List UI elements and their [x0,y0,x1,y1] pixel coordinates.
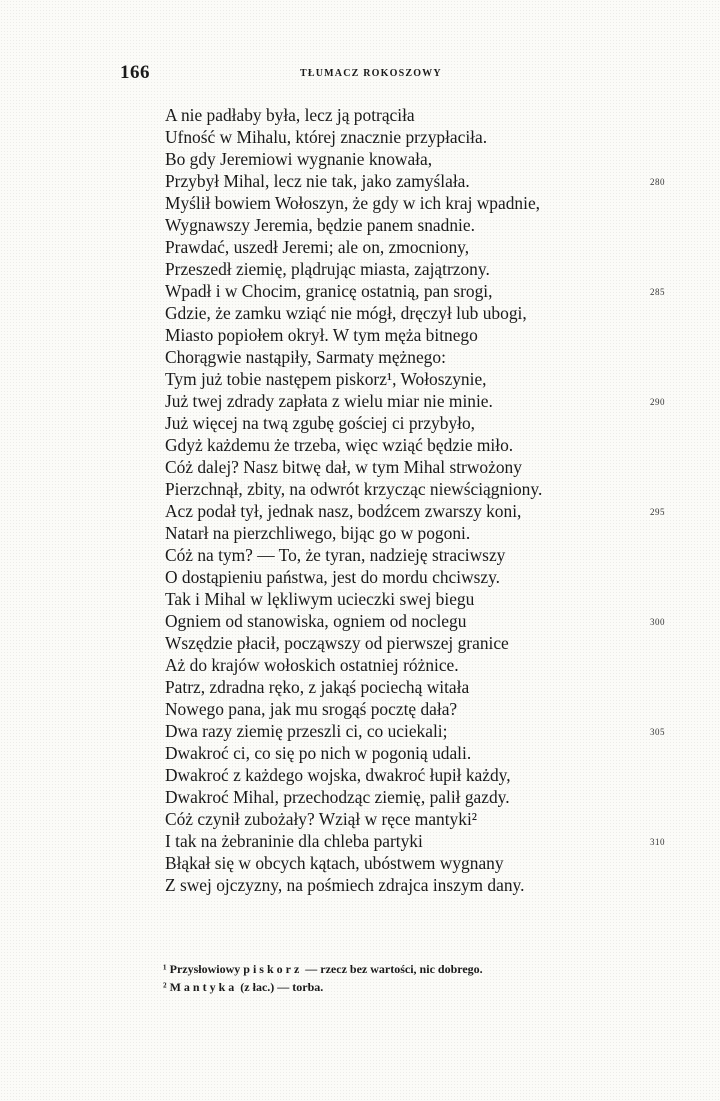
line-number: 300 [650,617,665,627]
page-number: 166 [120,62,150,83]
verse-line: Prawdać, uszedł Jeremi; ale on, zmocniony, [165,237,470,257]
verse-line: Wygnawszy Jeremia, będzie panem snadnie. [165,215,475,235]
line-number: 285 [650,287,665,297]
verse-line: I tak na żebraninie dla chleba partyki [165,831,423,851]
verse-line: Nowego pana, jak mu srogąś pocztę dała? [165,699,458,719]
line-number: 295 [650,507,665,517]
verse-line: Błąkał się w obcych kątach, ubóstwem wygnany [165,853,504,873]
footnote-prefix: Przysłowiowy [169,962,244,976]
verse-line: Cóż dalej? Nasz bitwę dał, w tym Mihal strwożony [165,457,522,477]
verse-line: Wszędzie płacił, począwszy od pierwszej granice [165,633,509,653]
verse-line: A nie padłaby była, lecz ją potrąciła [165,105,415,125]
footnotes [163,960,483,996]
verse-line: Natarł na pierzchliwego, bijąc go w pogoni. [165,523,471,543]
verse-line: Gdyż każdemu że trzeba, więc wziąć będzie miło. [165,435,514,455]
footnote-mark: ¹ [163,962,170,976]
poem-text [165,104,635,896]
verse-line: Ufność w Mihalu, której znacznie przypłaciła. [165,127,488,147]
verse-line: Tym już tobie następem piskorz¹, Wołoszynie, [165,369,487,389]
line-number: 280 [650,177,665,187]
footnote-mark: ² [163,980,170,994]
running-title: TŁUMACZ ROKOSZOWY [300,68,442,79]
verse-line: Ogniem od stanowiska, ogniem od noclegu [165,611,467,631]
verse-line: Pierzchnął, zbity, na odwrót krzycząc niewściągniony. [165,479,543,499]
footnote [163,960,483,978]
verse-line: Wpadł i w Chocim, granicę ostatnią, pan srogi, [165,281,493,301]
verse-line: Cóż na tym? — To, że tyran, nadzieję straciwszy [165,545,506,565]
verse-line: Z swej ojczyzny, na pośmiech zdrajca inszym dany. [165,875,525,895]
verse-line: Dwa razy ziemię przeszli ci, co uciekali; [165,721,448,741]
line-number: 290 [650,397,665,407]
line-number: 305 [650,727,665,737]
verse-line: Myślił bowiem Wołoszyn, że gdy w ich kraj wpadnie, [165,193,541,213]
verse-line: Patrz, zdradna ręko, z jakąś pociechą witała [165,677,470,697]
verse-line: Bo gdy Jeremiowi wygnanie knowała, [165,149,433,169]
verse-line: O dostąpieniu państwa, jest do mordu chciwszy. [165,567,501,587]
footnote-term: piskorz [243,962,303,976]
verse-line: Chorągwie nastąpiły, Sarmaty mężnego: [165,347,446,367]
footnote-term: Mantyka [169,980,238,994]
verse-line: Gdzie, że zamku wziąć nie mógł, dręczył lub ubogi, [165,303,527,323]
verse-line: Tak i Mihal w lękliwym ucieczki swej biegu [165,589,475,609]
line-number: 310 [650,837,665,847]
verse-line: Miasto popiołem okrył. W tym męża bitnego [165,325,478,345]
footnote-text: — rzecz bez wartości, nic dobrego. [302,962,483,976]
verse-line: Przybył Mihal, lecz nie tak, jako zamyślała. [165,171,470,191]
footnote-text: (z łac.) — torba. [237,980,324,994]
verse-line: Przeszedł ziemię, plądrując miasta, zajątrzony. [165,259,490,279]
verse-line: Dwakroć z każdego wojska, dwakroć łupił każdy, [165,765,511,785]
verse-line: Dwakroć ci, co się po nich w pogonią udali. [165,743,472,763]
verse-line: Cóż czynił zubożały? Wziął w ręce mantyki² [165,809,477,829]
verse-line: Już więcej na twą zgubę gościej ci przybyło, [165,413,476,433]
verse-line: Acz podał tył, jednak nasz, bodźcem zwarszy koni, [165,501,522,521]
verse-line: Aż do krajów wołoskich ostatniej różnice. [165,655,459,675]
footnote [163,978,483,996]
verse-line: Już twej zdrady zapłata z wielu miar nie minie. [165,391,493,411]
verse-line: Dwakroć Mihal, przechodząc ziemię, palił gazdy. [165,787,510,807]
